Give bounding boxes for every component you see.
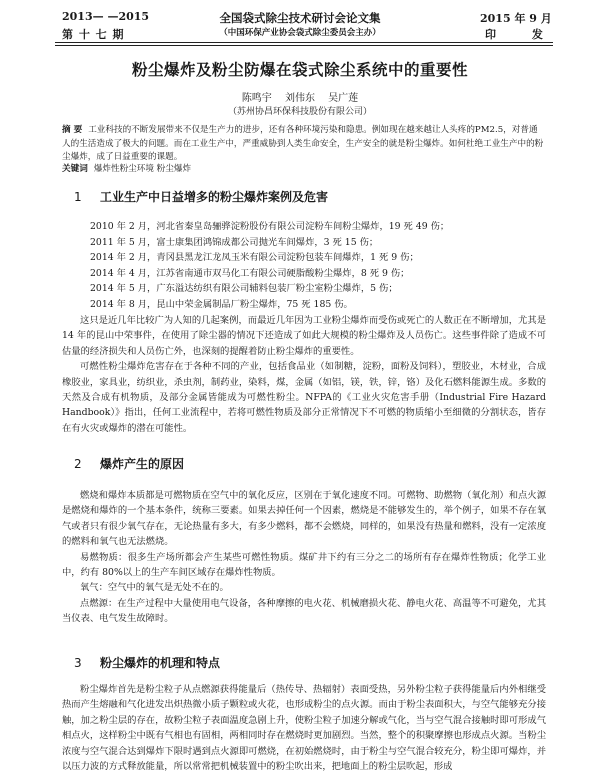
paper-title: 粉尘爆炸及粉尘防爆在袋式除尘系统中的重要性 [131,61,468,79]
paragraph: 氧气：空气中的氧气是无处不在的。 [80,582,229,594]
section-heading-1 [74,188,328,205]
list-item: 2014 年 5 月，广东溢达纺织有限公司辅料包装厂粉尘室粉尘爆炸，5 伤； [90,283,398,295]
section-title: 爆炸产生的原因 [100,457,185,471]
header-rule-bottom [55,45,553,46]
keywords-label: 关键词 [62,164,88,174]
paper-affiliation: （苏州协昌环保科技股份有限公司） [227,107,372,117]
section-2-body [62,488,546,627]
paragraph: 粉尘爆炸首先是粉尘粒子从点燃源获得能量后（热传导、热辐射）表面受热，另外粉尘粒子获得能量后内外相继受热而产生熔融和气化进发出炽热微小质子颗粒或火花，也形成粉尘的点火源。而由于粉尘表面积大，与空气能够充分接触，加之粉尘层的存在，故粉尘粒子表面温度急剧上升，使粉尘粒子加速分解或气化，当与空气混合接触时即可形成气相点火，这样粉尘中既有气相也有固相，两相同时存在燃烧时更加剧烈。当然，整个的积聚摩擦也形成点火源。当粉尘浓度与空气混合达到爆炸下限时遇到点火源即可燃烧，在初始燃烧时，由于粉尘与空气混合较充分，粉尘即可爆炸，并以压力波的方式释放能量，所以常常把机械装置中的粉尘吹出来，把地面上的粉尘层吹起，形成 [62,684,546,773]
list-item: 2014 年 4 月，江苏省南通市双马化工有限公司硬脂酸粉尘爆炸，8 死 9 伤； [90,267,410,279]
paragraph: 易燃物质：很多生产场所都会产生某些可燃性物质。煤矿井下约有三分之二的场所有存在爆炸性物质；化学工业中，约有 80%以上的生产车间区域存在爆炸性物质。 [62,551,546,579]
keywords-block [62,163,544,177]
section-number: 1 [74,190,82,204]
section-1-body [62,313,546,436]
paragraph: 这只是近几年比较广为人知的几起案例，而最近几年因为工业粉尘爆炸而受伤或死亡的人数正在不断增加，尤其是 14 年的昆山中荣事件，在使用了除尘器的情况下还造成了如此大规模的粉尘爆炸及人员伤亡。这些事件除了造成不可估量的经济损失和人员伤亡外，也深刻的提醒着防止粉尘爆炸的重要性。 [62,315,546,357]
accident-case-list [90,219,550,313]
paragraph: 可燃性粉尘爆炸危害存在于各种不同的产业，包括食品业（如制糖，淀粉，面粉及饲料），塑胶业，木材业，合成橡胶业，家具业，纺织业，杀虫剂，制药业，染料，煤，金属（如铝，镁，铁，锌，铬）及化石燃料能源生成。多数的天然及合成有机物质，及部分金属皆能成为可燃性粉尘。NFPA的《工业火灾危害手册（Industrial Fire Hazard Handbook）》指出，任何工业流程中，若将可燃性物质及部分正常情况下不可燃的物质缩小至细微的分割状态，皆存在有火灾或爆炸的潜在可能性。 [62,361,546,434]
list-item: 2011 年 5 月，富士康集团鸿锦成都公司抛光车间爆炸，3 死 15 伤； [90,236,379,248]
paper-authors: 陈鸣宇 刘伟东 吴广莲 [241,93,359,104]
section-number: 2 [74,457,82,471]
list-item: 2010 年 2 月，河北省秦皇岛骊骅淀粉股份有限公司淀粉车间粉尘爆炸，19 死 49 伤； [90,221,450,232]
abstract-text: 工业科技的不断发展带来不仅是生产力的进步，还有各种环境污染和隐患。例如现在越来越让人头疼的PM2.5，对普通人的生活造成了极大的问题。而在工业生产中，严重威胁到人类生命安全，生产安全的就是粉尘爆炸。如何杜绝工业生产中的粉尘爆炸，成了日益重要的课题。 [62,125,544,162]
header-series-years: 2013— —2015 [62,10,150,23]
section-title: 工业生产中日益增多的粉尘爆炸案例及危害 [100,190,329,204]
header-proceedings-title: 全国袋式除尘技术研讨会论文集 [219,11,381,25]
section-3-body [62,682,546,775]
section-number: 3 [74,656,82,670]
paragraph: 点燃源：在生产过程中大量使用电气设备，各种摩擦的电火花、机械磨损火花、静电火花、高温等不可避免，尤其当仪表、电气发生故障时。 [62,597,546,625]
list-item: 2014 年 8 月，昆山中荣金属制品厂粉尘爆炸，75 死 185 伤。 [90,298,353,310]
section-heading-2 [74,455,184,472]
keywords-text: 爆炸性粉尘环境 粉尘爆炸 [93,164,192,174]
header-rule-top [55,42,553,43]
abstract-label: 摘 要 [62,125,83,135]
section-heading-3 [74,654,220,671]
list-item: 2014 年 2 月，青冈县黑龙江龙凤玉米有限公司淀粉包装车间爆炸，1 死 9 伤； [90,252,419,264]
header-issue-number: 第 十 七 期 [62,28,125,41]
section-title: 粉尘爆炸的机理和特点 [100,656,221,670]
paragraph: 燃烧和爆炸本质都是可燃物质在空气中的氧化反应，区别在于氧化速度不同。可燃物、助燃物（氧化剂）和点火源是燃烧和爆炸的一个基本条件，统称三要素。如果去掉任何一个因素，燃烧是不能够发生的，举个例子，如果不存在氧气或者只有很少氧气存在，无论热量有多大，有多少燃料，都不会燃烧，同样的，如果没有热量和燃料，没有一定浓度的燃料和氧气也无法燃烧。 [62,490,546,548]
header-organizer: （中国环保产业协会袋式除尘委员会主办） [219,28,381,38]
abstract-block [62,124,544,165]
header-date: 2015 年 9 月 [480,12,552,25]
header-print-note: 印 发 [485,28,559,41]
